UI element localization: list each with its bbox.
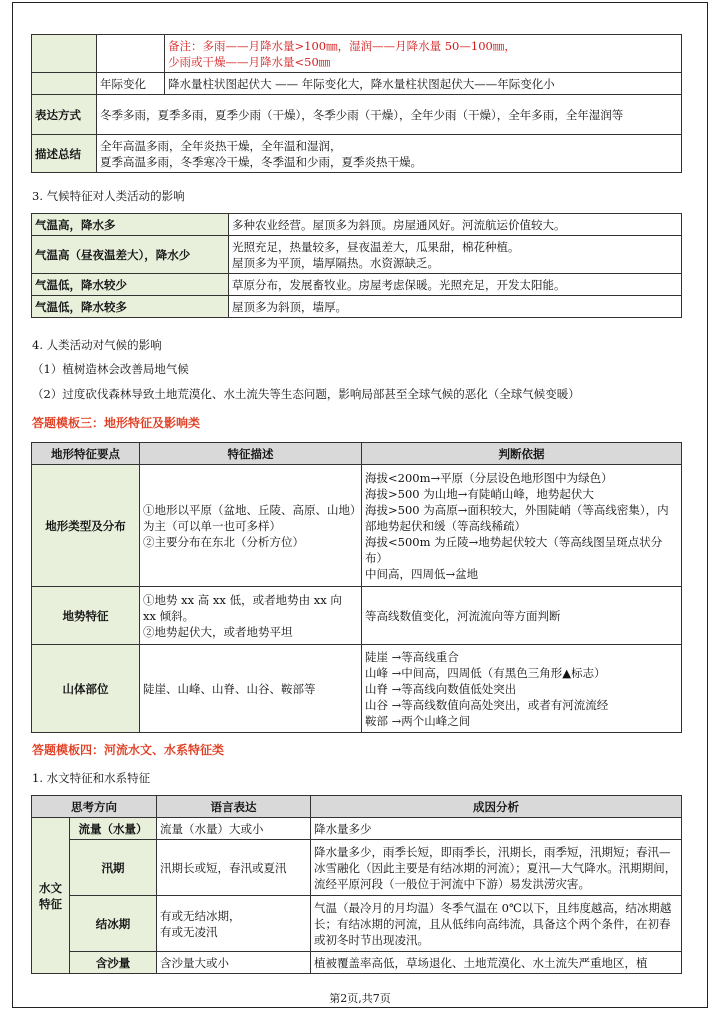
section1-title: 1. 水文特征和水系特征 <box>32 771 151 785</box>
terrain-desc: 陡崖、山峰、山脊、山谷、鞍部等 <box>140 645 362 733</box>
summary-text: 全年高温多雨，全年炎热干燥，全年温和湿润， 夏季高温多雨，冬季寒冷干燥，冬季温和少雨，夏季炎热干燥。 <box>97 135 682 173</box>
precipitation-table <box>31 34 682 173</box>
impact-text: 多种农业经营。屋顶多为斜顶。房屋通风好。河流航运价值较大。 <box>229 214 682 236</box>
page-number: 第2页,共7页 <box>329 992 391 1005</box>
impact-text: 光照充足，热量较多，昼夜温差大，瓜果甜，棉花种植。 屋顶多为平顶，墙厚隔热。水资源缺乏。 <box>229 236 682 274</box>
template4-title: 答题模板四：河流水文、水系特征类 <box>32 743 225 757</box>
terrain-basis: 等高线数值变化，河流流向等方面判断 <box>362 587 682 645</box>
hydrology-label: 流量（水量） <box>70 818 157 840</box>
column-header: 特征描述 <box>140 443 362 465</box>
blank-cell <box>32 73 97 95</box>
terrain-label: 山体部位 <box>32 645 140 733</box>
column-header: 成因分析 <box>311 796 682 818</box>
hydrology-expr: 汛期长或短，春汛或夏汛 <box>157 840 311 896</box>
hydrology-cause: 气温（最冷月的月均温）冬季气温在 0℃以下，且纬度越高，结冰期越长；有结冰期的河流，且从低纬向高纬流，具备这个两个条件，在初春或初冬时节出现凌汛。 <box>311 896 682 952</box>
annual-variation-label: 年际变化 <box>97 73 165 95</box>
blank-cell <box>97 35 165 73</box>
hydrology-group-label: 水文 特征 <box>32 818 70 974</box>
hydrology-expr: 含沙量大或小 <box>157 952 311 974</box>
column-header: 地形特征要点 <box>32 443 140 465</box>
hydrology-label: 含沙量 <box>70 952 157 974</box>
precipitation-note: 备注：多雨——月降水量>100㎜，湿润——月降水量 50—100㎜， 少雨或干燥——月降水量<50㎜ <box>165 35 682 73</box>
terrain-label: 地形类型及分布 <box>32 465 140 587</box>
hydrology-label: 结冰期 <box>70 896 157 952</box>
hydrology-cause: 植被覆盖率高低，草场退化、土地荒漠化、水土流失严重地区，植 <box>311 952 682 974</box>
blank-cell <box>32 35 97 73</box>
impact-text: 屋顶多为斜顶，墙厚。 <box>229 296 682 318</box>
hydrology-cause: 降水量多少，雨季长短，即雨季长，汛期长，雨季短，汛期短；春汛—冰雪融化（因此主要是有结冰期的河流）；夏汛—大气降水。汛期期间，流经平原河段（一般位于河流中下游）易发洪涝灾害。 <box>311 840 682 896</box>
annual-variation-text: 降水量柱状图起伏大 —— 年际变化大，降水量柱状图起伏大——年际变化小 <box>165 73 682 95</box>
terrain-desc: ①地势 xx 高 xx 低，或者地势由 xx 向 xx 倾斜。 ②地势起伏大，或者地势平坦 <box>140 587 362 645</box>
terrain-basis: 陡崖 →等高线重合 山峰 →中间高，四周低（有黑色三角形▲标志） 山脊 →等高线向数值低处突出 山谷 →等高线数值向高处突出，或者有河流流经 鞍部 →两个山峰之间 <box>362 645 682 733</box>
impact-label: 气温高，降水多 <box>32 214 229 236</box>
impact-label: 气温低，降水较多 <box>32 296 229 318</box>
terrain-basis: 海拔<200m→平原（分层设色地形图中为绿色） 海拔>500 为山地→有陡峭山峰，地势起伏大 海拔>500 为高原→面积较大，外围陡峭（等高线密集），内部地势起伏和缓（等高线稀疏） 海拔<500m 为丘陵→地势起伏较大（等高线图呈斑点状分布） 中间高，四周低→盆地 <box>362 465 682 587</box>
climate-impact-table <box>31 213 682 318</box>
hydrology-table <box>31 795 682 974</box>
section4-title: 4. 人类活动对气候的影响 <box>32 338 162 352</box>
list-item: （1）植树造林会改善局地气候 <box>32 362 189 376</box>
column-header: 判断依据 <box>362 443 682 465</box>
column-header: 语言表达 <box>157 796 311 818</box>
terrain-label: 地势特征 <box>32 587 140 645</box>
impact-label: 气温低，降水较少 <box>32 274 229 296</box>
section3-title: 3. 气候特征对人类活动的影响 <box>32 189 185 203</box>
terrain-desc: ①地形以平原（盆地、丘陵、高原、山地）为主（可以单一也可多样） ②主要分布在东北（分析方位） <box>140 465 362 587</box>
hydrology-cause: 降水量多少 <box>311 818 682 840</box>
impact-label: 气温高（昼夜温差大），降水少 <box>32 236 229 274</box>
hydrology-expr: 有或无结冰期， 有或无凌汛 <box>157 896 311 952</box>
column-header: 思考方向 <box>32 796 157 818</box>
expression-label: 表达方式 <box>32 95 97 135</box>
terrain-table <box>31 442 682 733</box>
list-item: （2）过度砍伐森林导致土地荒漠化、水土流失等生态问题，影响局部甚至全球气候的恶化（全球气候变暖） <box>32 387 580 401</box>
template3-title: 答题模板三：地形特征及影响类 <box>32 416 201 430</box>
impact-text: 草原分布，发展畜牧业。房屋考虑保暖。光照充足，开发太阳能。 <box>229 274 682 296</box>
summary-label: 描述总结 <box>32 135 97 173</box>
expression-text: 冬季多雨，夏季多雨，夏季少雨（干燥），冬季少雨（干燥），全年少雨（干燥），全年多雨，全年湿润等 <box>97 95 682 135</box>
hydrology-label: 汛期 <box>70 840 157 896</box>
hydrology-expr: 流量（水量）大或小 <box>157 818 311 840</box>
